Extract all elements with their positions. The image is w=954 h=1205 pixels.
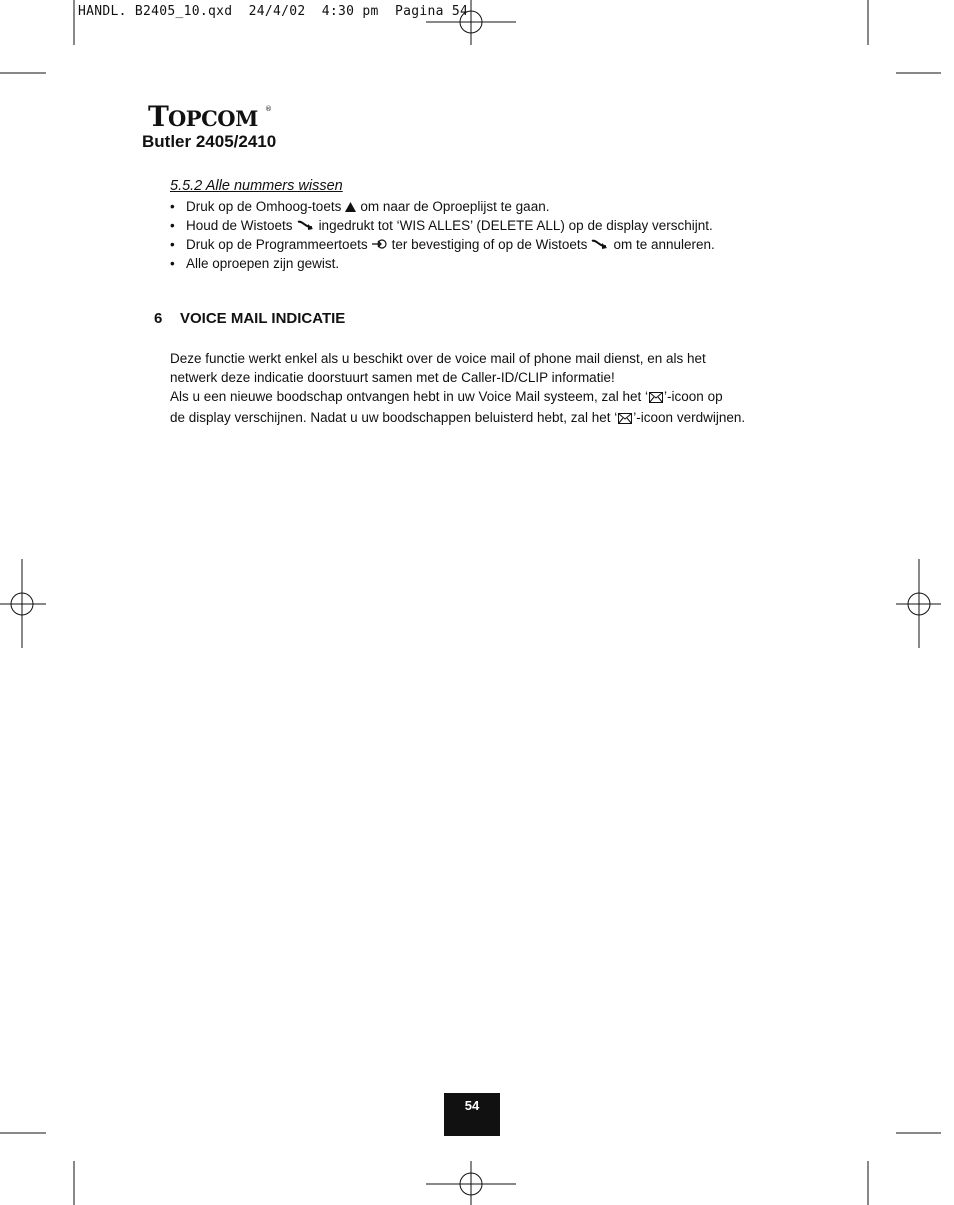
topcom-logo-graphic — [148, 102, 272, 130]
delete-key-icon — [591, 236, 609, 255]
bullet: • — [170, 237, 175, 252]
bullet: • — [170, 199, 175, 214]
chapter-title: VOICE MAIL INDICATIE — [180, 310, 346, 327]
paragraph: Deze functie werkt enkel als u beschikt over de voice mail of phone mail dienst, en als het netwerk deze indicatie doorstuurt samen met de Caller-ID/CLIP informatie! Als u een nieuwe boodschap ontvangen hebt in uw Voice Mail systeem, zal het ‘ ’-icoon op de display verschijnen. Nadat u uw boodschappen beluisterd hebt, zal het ‘ ’-icoon verdwijnen. — [170, 349, 810, 429]
bullet: • — [170, 218, 175, 233]
chapter-number: 6 — [154, 310, 163, 327]
up-arrow-icon — [345, 198, 356, 217]
list-item: • Druk op de Omhoog-toets om naar de Oproeplijst te gaan. — [170, 197, 715, 216]
chapter-body — [170, 349, 810, 429]
slug-line: HANDL. B2405_10.qxd 24/4/02 4:30 pm Pagina 54 — [78, 4, 469, 19]
program-key-icon — [372, 236, 388, 255]
list-item: • Druk op de Programmeertoets ter bevestiging of op de Wistoets om te annuleren. — [170, 235, 715, 254]
instruction-list — [170, 197, 715, 273]
envelope-icon — [649, 389, 663, 408]
logo-letters: OPCOM — [168, 106, 258, 130]
logo-letter-t: T — [148, 102, 169, 130]
delete-key-icon — [297, 217, 315, 236]
bullet: • — [170, 256, 175, 271]
envelope-icon — [618, 410, 632, 429]
page-number: 54 — [444, 1093, 500, 1136]
product-title: Butler 2405/2410 — [142, 132, 277, 151]
list-item: • Houd de Wistoets ingedrukt tot ‘WIS ALLES’ (DELETE ALL) op de display verschijnt. — [170, 216, 715, 235]
chapter-heading — [154, 310, 345, 327]
registered-mark: ® — [265, 105, 272, 113]
section-title: 5.5.2 Alle nummers wissen — [170, 178, 343, 194]
list-item: • Alle oproepen zijn gewist. — [170, 256, 340, 271]
topcom-logo — [148, 102, 272, 134]
